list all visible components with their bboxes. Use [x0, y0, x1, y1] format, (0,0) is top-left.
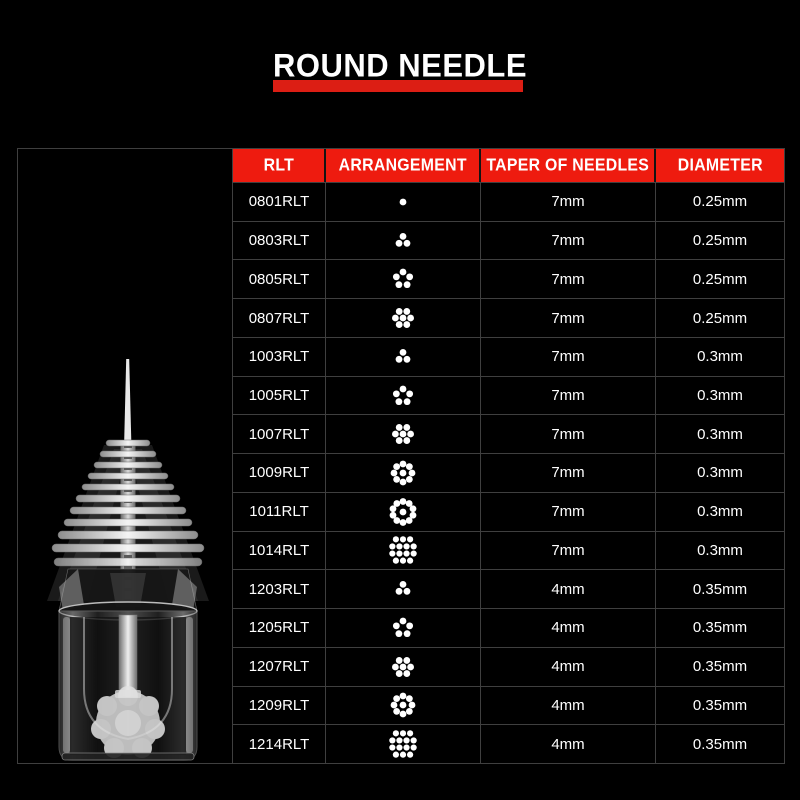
arrangement-cell — [326, 414, 481, 453]
arrangement-cell — [326, 492, 481, 531]
diameter-cell: 0.3mm — [656, 531, 784, 570]
diameter-cell: 0.35mm — [656, 569, 784, 608]
arrangement-cell — [326, 221, 481, 260]
arrangement-cell — [326, 686, 481, 725]
arrangement-cell — [326, 337, 481, 376]
cartridge-pane — [18, 149, 232, 763]
rlt-cell: 1205RLT — [233, 608, 326, 647]
column-header-arrangement: ARRANGEMENT — [326, 149, 481, 182]
taper-cell: 7mm — [481, 221, 656, 260]
diameter-cell: 0.25mm — [656, 182, 784, 221]
arrangement-cell — [326, 182, 481, 221]
rlt-cell: 1005RLT — [233, 376, 326, 415]
arrangement-cell — [326, 608, 481, 647]
diameter-cell: 0.35mm — [656, 608, 784, 647]
needle-arrangement-dots — [379, 416, 427, 452]
taper-cell: 7mm — [481, 531, 656, 570]
diameter-cell: 0.25mm — [656, 221, 784, 260]
taper-cell: 7mm — [481, 376, 656, 415]
needle-cartridge-image — [18, 149, 232, 763]
diameter-cell: 0.3mm — [656, 492, 784, 531]
diameter-cell: 0.25mm — [656, 298, 784, 337]
arrangement-cell — [326, 453, 481, 492]
needle-arrangement-dots — [379, 455, 427, 491]
rlt-cell: 1014RLT — [233, 531, 326, 570]
needle-arrangement-dots — [379, 649, 427, 685]
taper-cell: 4mm — [481, 647, 656, 686]
diameter-cell: 0.35mm — [656, 686, 784, 725]
arrangement-cell — [326, 376, 481, 415]
arrangement-cell — [326, 298, 481, 337]
rlt-cell: 1214RLT — [233, 724, 326, 763]
taper-cell: 7mm — [481, 298, 656, 337]
column-header-rlt: RLT — [233, 149, 326, 182]
needle-arrangement-dots — [379, 339, 427, 375]
taper-cell: 7mm — [481, 414, 656, 453]
taper-cell: 7mm — [481, 182, 656, 221]
diameter-cell: 0.3mm — [656, 376, 784, 415]
page-title: ROUND NEEDLE — [272, 46, 527, 85]
arrangement-cell — [326, 531, 481, 570]
needle-arrangement-dots — [379, 726, 427, 762]
needle-arrangement-dots — [379, 571, 427, 607]
rlt-cell: 1209RLT — [233, 686, 326, 725]
needle-arrangement-dots — [379, 378, 427, 414]
diameter-cell: 0.3mm — [656, 453, 784, 492]
rlt-cell: 0807RLT — [233, 298, 326, 337]
taper-cell: 4mm — [481, 686, 656, 725]
rlt-cell: 1207RLT — [233, 647, 326, 686]
rlt-cell: 1011RLT — [233, 492, 326, 531]
diameter-cell: 0.3mm — [656, 337, 784, 376]
rlt-cell: 1009RLT — [233, 453, 326, 492]
column-header-taper: TAPER OF NEEDLES — [481, 149, 656, 182]
diameter-cell: 0.25mm — [656, 259, 784, 298]
taper-cell: 7mm — [481, 492, 656, 531]
diameter-cell: 0.3mm — [656, 414, 784, 453]
needle-arrangement-dots — [379, 687, 427, 723]
taper-cell: 4mm — [481, 724, 656, 763]
arrangement-cell — [326, 647, 481, 686]
taper-cell: 7mm — [481, 337, 656, 376]
spec-table — [232, 149, 784, 763]
needle-arrangement-dots — [379, 532, 427, 568]
needle-arrangement-dots — [379, 261, 427, 297]
rlt-cell: 1007RLT — [233, 414, 326, 453]
diameter-cell: 0.35mm — [656, 647, 784, 686]
content-frame — [17, 148, 785, 764]
needle-arrangement-dots — [379, 494, 427, 530]
rlt-cell: 1203RLT — [233, 569, 326, 608]
rlt-cell: 0801RLT — [233, 182, 326, 221]
taper-cell: 7mm — [481, 259, 656, 298]
taper-cell: 4mm — [481, 608, 656, 647]
rlt-cell: 1003RLT — [233, 337, 326, 376]
rlt-cell: 0803RLT — [233, 221, 326, 260]
needle-arrangement-dots — [379, 223, 427, 259]
arrangement-cell — [326, 569, 481, 608]
arrangement-cell — [326, 259, 481, 298]
needle-arrangement-dots — [379, 300, 427, 336]
needle-arrangement-dots — [379, 184, 427, 220]
diameter-cell: 0.35mm — [656, 724, 784, 763]
taper-cell: 4mm — [481, 569, 656, 608]
needle-arrangement-dots — [379, 610, 427, 646]
taper-cell: 7mm — [481, 453, 656, 492]
rlt-cell: 0805RLT — [233, 259, 326, 298]
column-header-diameter: DIAMETER — [656, 149, 784, 182]
arrangement-cell — [326, 724, 481, 763]
